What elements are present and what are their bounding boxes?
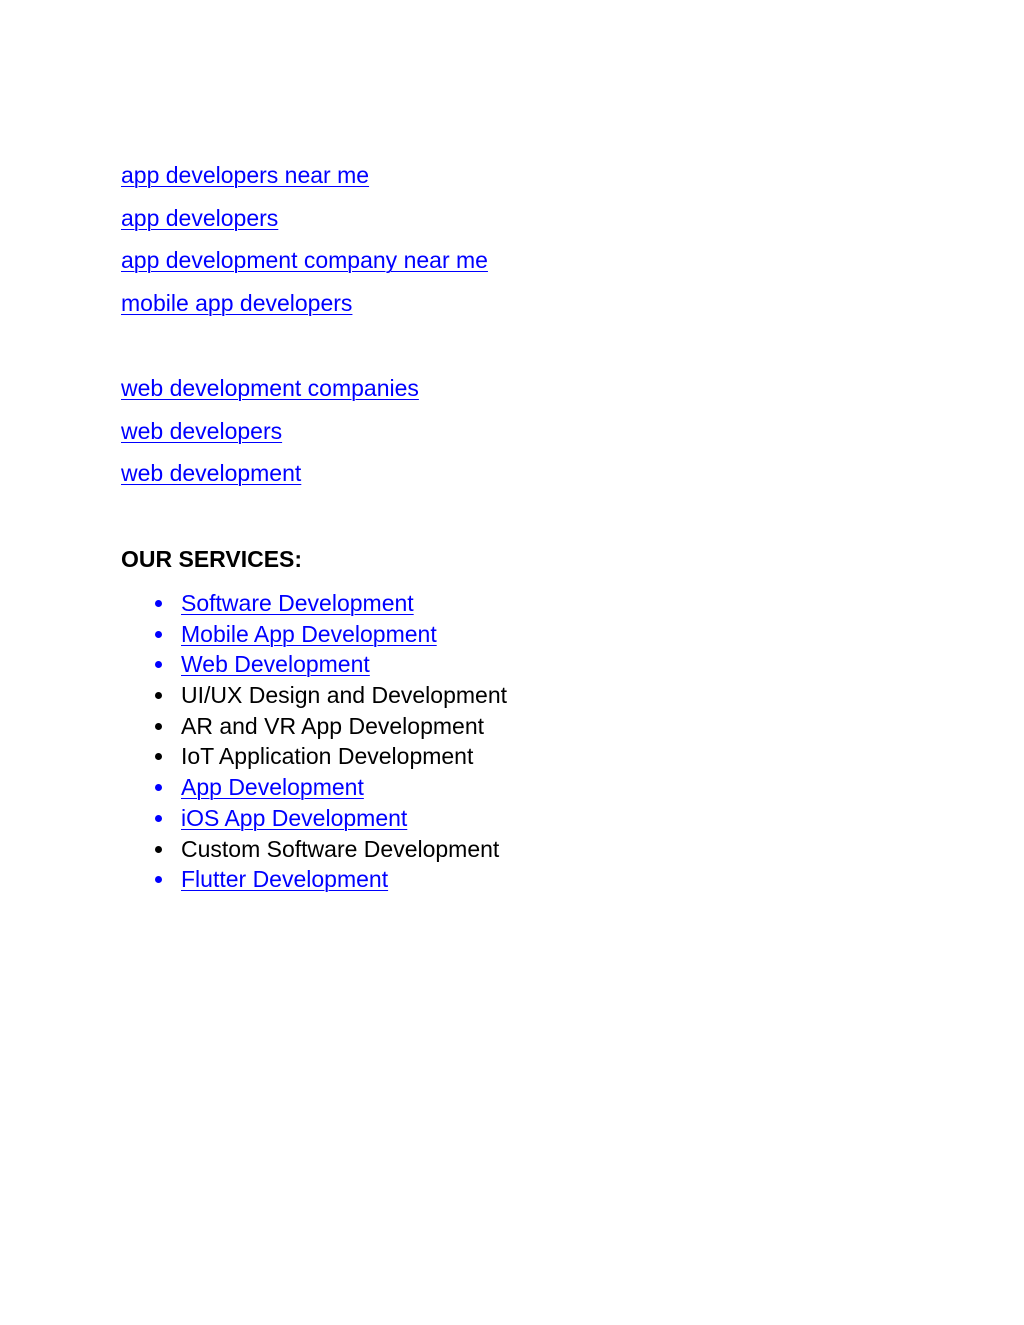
- service-item-app-development: [121, 774, 507, 805]
- link-mobile-app-development[interactable]: Mobile App Development: [181, 620, 437, 647]
- link-flutter-development[interactable]: Flutter Development: [181, 866, 389, 893]
- link-web-developers[interactable]: web developers: [121, 417, 283, 444]
- bullet-icon: [155, 784, 162, 791]
- services-list: [121, 590, 507, 897]
- list-item: [121, 249, 488, 292]
- list-item: [121, 292, 488, 335]
- bullet-icon: [155, 846, 162, 853]
- bullet-icon: [155, 600, 162, 607]
- bullet-icon: [155, 723, 162, 730]
- service-item-software-development: [121, 590, 507, 621]
- link-mobile-app-developers[interactable]: mobile app developers: [121, 290, 353, 317]
- bullet-icon: [155, 876, 162, 883]
- app-links-group: [121, 164, 488, 335]
- bullet-icon: [155, 661, 162, 668]
- link-app-development-company-near-me[interactable]: app development company near me: [121, 247, 488, 274]
- service-item-custom-software-development: [121, 836, 507, 867]
- link-software-development[interactable]: Software Development: [181, 590, 414, 616]
- list-item: [121, 377, 419, 420]
- list-item: [121, 164, 488, 207]
- bullet-icon: [155, 815, 162, 822]
- service-item-flutter-development: [121, 866, 507, 897]
- link-web-development-companies[interactable]: web development companies: [121, 375, 419, 401]
- bullet-icon: [155, 753, 162, 760]
- link-app-development[interactable]: App Development: [181, 774, 364, 801]
- service-item-ui-ux-design: [121, 682, 507, 713]
- service-item-mobile-app-development: [121, 621, 507, 652]
- web-links-group: [121, 377, 419, 505]
- service-item-web-development: [121, 651, 507, 682]
- list-item: [121, 204, 488, 250]
- service-label: Custom Software Development: [181, 835, 500, 862]
- link-web-development[interactable]: web development: [121, 460, 302, 487]
- service-label: AR and VR App Development: [181, 712, 485, 739]
- link-ios-app-development[interactable]: iOS App Development: [181, 804, 408, 831]
- service-label: IoT Application Development: [181, 743, 474, 770]
- link-app-developers[interactable]: app developers: [121, 204, 279, 231]
- service-item-iot-application-development: [121, 743, 507, 774]
- link-app-developers-near-me[interactable]: app developers near me: [121, 162, 370, 188]
- service-item-ar-vr-app-development: [121, 713, 507, 744]
- bullet-icon: [155, 631, 162, 638]
- list-item: [121, 417, 419, 463]
- service-item-ios-app-development: [121, 805, 507, 836]
- link-web-development-service[interactable]: Web Development: [181, 651, 370, 678]
- list-item: [121, 462, 419, 505]
- service-label: UI/UX Design and Development: [181, 682, 507, 709]
- bullet-icon: [155, 692, 162, 699]
- services-heading: OUR SERVICES:: [121, 546, 303, 572]
